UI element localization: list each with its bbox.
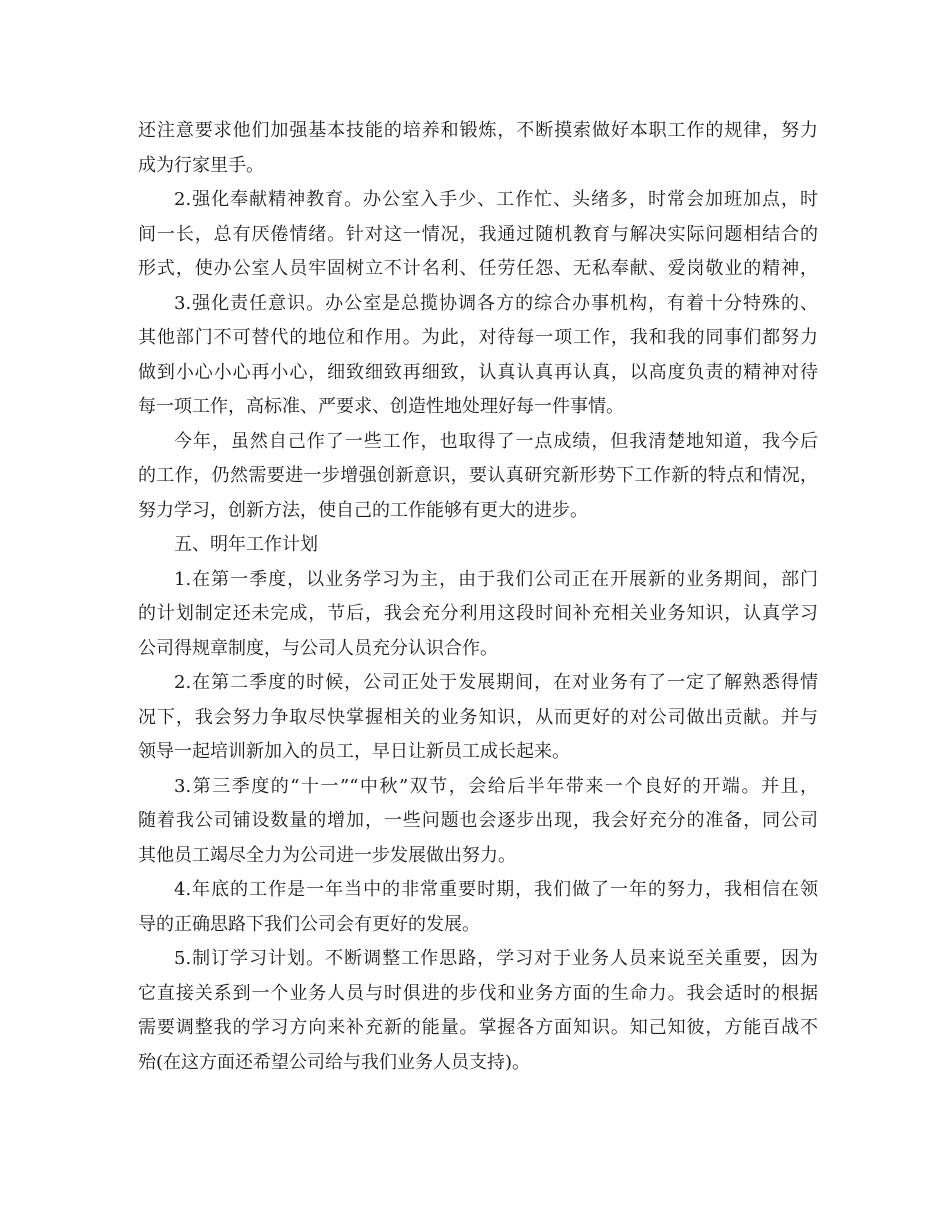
- text-line: 成为行家里手。: [138, 154, 264, 176]
- text-line: 况下，我会努力争取尽快掌握相关的业务知识，从而更好的对公司做出贡献。并与: [138, 706, 818, 728]
- section-heading: 五、明年工作计划: [174, 534, 318, 555]
- text-line: 间一长，总有厌倦情绪。针对这一情况，我通过随机教育与解决实际问题相结合的: [138, 223, 818, 245]
- text-line: 今年，虽然自己作了一些工作，也取得了一点成绩，但我清楚地知道，我今后: [174, 430, 818, 452]
- text-line: 公司得规章制度，与公司人员充分认识合作。: [138, 637, 498, 659]
- text-line: 它直接关系到一个业务人员与时俱进的步伐和业务方面的生命力。我会适时的根据: [138, 982, 818, 1004]
- text-line: 4.年底的工作是一年当中的非常重要时期，我们做了一年的努力，我相信在领: [174, 879, 818, 900]
- document-body: [138, 114, 818, 1080]
- text-line: 随着我公司铺设数量的增加，一些问题也会逐步出现，我会好充分的准备，同公司: [138, 810, 818, 831]
- text-line: 需要调整我的学习方向来补充新的能量。掌握各方面知识。知己知彼，方能百战不: [138, 1017, 818, 1038]
- text-line: 2.强化奉献精神教育。办公室入手少、工作忙、头绪多，时常会加班加点，时: [174, 189, 818, 210]
- text-line: 导的正确思路下我们公司会有更好的发展。: [138, 913, 480, 935]
- text-line: 5.制订学习计划。不断调整工作思路，学习对于业务人员来说至关重要，因为: [174, 948, 818, 969]
- text-line: 其他员工竭尽全力为公司进一步发展做出努力。: [138, 844, 516, 866]
- text-line: 殆(在这方面还希望公司给与我们业务人员支持)。: [138, 1051, 531, 1073]
- text-line: 的计划制定还未完成，节后，我会充分利用这段时间补充相关业务知识，认真学习: [138, 603, 818, 624]
- text-line: 领导一起培训新加入的员工，早日让新员工成长起来。: [138, 741, 570, 762]
- text-line: 努力学习，创新方法，使自己的工作能够有更大的进步。: [138, 499, 588, 521]
- text-line: 3.第三季度的“十一”“中秋”双节，会给后半年带来一个良好的开端。并且，: [174, 775, 818, 797]
- text-line: 形式，使办公室人员牢固树立不计名利、任劳任怨、无私奉献、爱岗敬业的精神，: [138, 258, 818, 279]
- text-line: 还注意要求他们加强基本技能的培养和锻炼，不断摸索做好本职工作的规律，努力: [138, 120, 818, 141]
- text-line: 做到小心小心再小心，细致细致再细致，认真认真再认真，以高度负责的精神对待: [138, 361, 818, 383]
- text-line: 3.强化责任意识。办公室是总揽协调各方的综合办事机构，有着十分特殊的、: [174, 292, 818, 314]
- text-line: 1.在第一季度，以业务学习为主，由于我们公司正在开展新的业务期间，部门: [174, 568, 818, 590]
- text-line: 的工作，仍然需要进一步增强创新意识，要认真研究新形势下工作新的特点和情况，: [138, 465, 818, 486]
- text-line: 2.在第二季度的时候，公司正处于发展期间，在对业务有了一定了解熟悉得情: [174, 672, 818, 693]
- text-line: 每一项工作，高标准、严要求、创造性地处理好每一件事情。: [138, 396, 624, 417]
- text-line: 其他部门不可替代的地位和作用。为此，对待每一项工作，我和我的同事们都努力: [138, 327, 818, 348]
